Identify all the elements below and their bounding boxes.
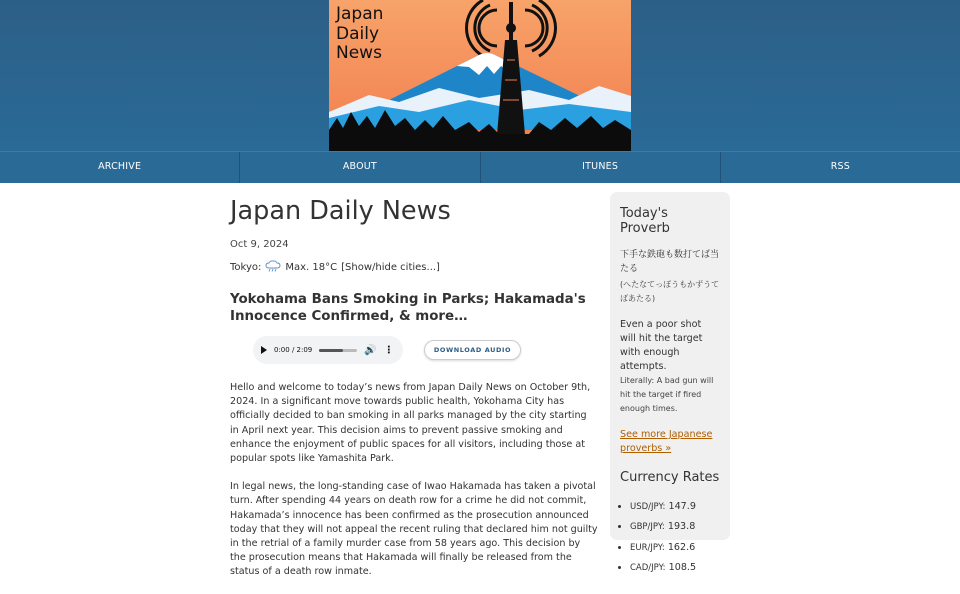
currency-item <box>630 517 720 537</box>
sidebar <box>610 192 730 574</box>
nav-archive[interactable]: ARCHIVE <box>0 152 240 183</box>
currency-pair: GBP/JPY: <box>630 522 665 533</box>
episode-headline: Yokohama Bans Smoking in Parks; Hakamada's Innocence Confirmed, & more… <box>230 292 586 324</box>
logo-line: News <box>336 43 382 63</box>
currency-pair: EUR/JPY: <box>630 542 665 553</box>
currency-list <box>620 497 720 579</box>
site-logo[interactable] <box>329 0 631 151</box>
currency-value: 193.8 <box>667 521 696 533</box>
currency-pair: CAD/JPY: <box>630 563 666 574</box>
more-options-icon[interactable]: ⋮ <box>383 344 394 356</box>
currency-value: 108.5 <box>668 562 697 574</box>
toggle-cities-link[interactable]: [Show/hide cities...] <box>341 262 440 273</box>
proverb-translation: Even a poor shot will hit the target with enough attempts. <box>620 319 703 372</box>
main-content <box>230 196 598 594</box>
site-header <box>0 0 960 151</box>
proverb-box <box>610 192 730 574</box>
audio-row <box>230 335 598 365</box>
nav-itunes[interactable]: ITUNES <box>481 152 721 183</box>
nav-rss[interactable]: RSS <box>830 161 850 172</box>
proverb-reading: (へたなてっぽうもかずうてばあたる) <box>620 280 720 303</box>
logo-line: Daily <box>336 23 380 44</box>
logo-line: Japan <box>336 4 384 24</box>
page-title: Japan Daily News <box>230 196 451 226</box>
currency-pair: USD/JPY: <box>630 502 666 512</box>
nav-about[interactable]: ABOUT <box>240 152 480 183</box>
audio-player <box>253 336 403 364</box>
proverb-literal: Literally: A bad gun will hit the target if fired enough times. <box>620 376 714 413</box>
play-icon[interactable] <box>261 346 267 354</box>
currency-title: Currency Rates <box>620 470 720 485</box>
currency-value: 147.9 <box>668 501 696 512</box>
rain-cloud-icon <box>265 260 281 275</box>
article-paragraph: Hello and welcome to today’s news from Japan Daily News on October 9th, 2024. In a significant move towards public health, Yokohama City has officially decided to ban smoking in all parks managed by the city starting in April next year. This decision aims to prevent passive smoking and enhance the enjoyment of public spaces for all visitors, including those at popular spots like Yamashita Park. <box>230 382 591 465</box>
more-proverbs-link[interactable]: See more Japanese proverbs » <box>620 429 713 454</box>
currency-value: 162.6 <box>667 541 696 553</box>
weather-temp: Max. 18°C <box>285 262 338 273</box>
weather-city: Tokyo: <box>230 262 262 273</box>
proverb-japanese: 下手な鉄砲も数打てば当たる <box>620 250 720 274</box>
proverb-title: Today's Proverb <box>620 206 670 236</box>
volume-icon[interactable]: 🔊 <box>364 344 377 356</box>
main-nav <box>0 151 960 183</box>
download-audio-button[interactable]: DOWNLOAD AUDIO <box>424 340 521 360</box>
weather-widget <box>230 260 598 275</box>
audio-progress-slider[interactable] <box>319 349 357 352</box>
article-paragraph: In legal news, the long-standing case of Iwao Hakamada has taken a pivotal turn. After spending 44 years on death row for a crime he did not commit, Hakamada’s innocence has been confirmed as the prosecution announced today that they will not appeal the recent ruling that declared him not guilty in the retrial of a family murder case from 58 years ago. This decision by the prosecution means that Hakamada will finally be released from the status of a death row inmate. <box>230 481 598 578</box>
audio-time: 0:00 / 2:09 <box>274 346 313 354</box>
currency-item <box>630 558 720 578</box>
logo-text <box>336 5 383 64</box>
currency-item <box>630 538 720 558</box>
post-date: Oct 9, 2024 <box>230 239 289 250</box>
currency-item <box>630 497 720 517</box>
